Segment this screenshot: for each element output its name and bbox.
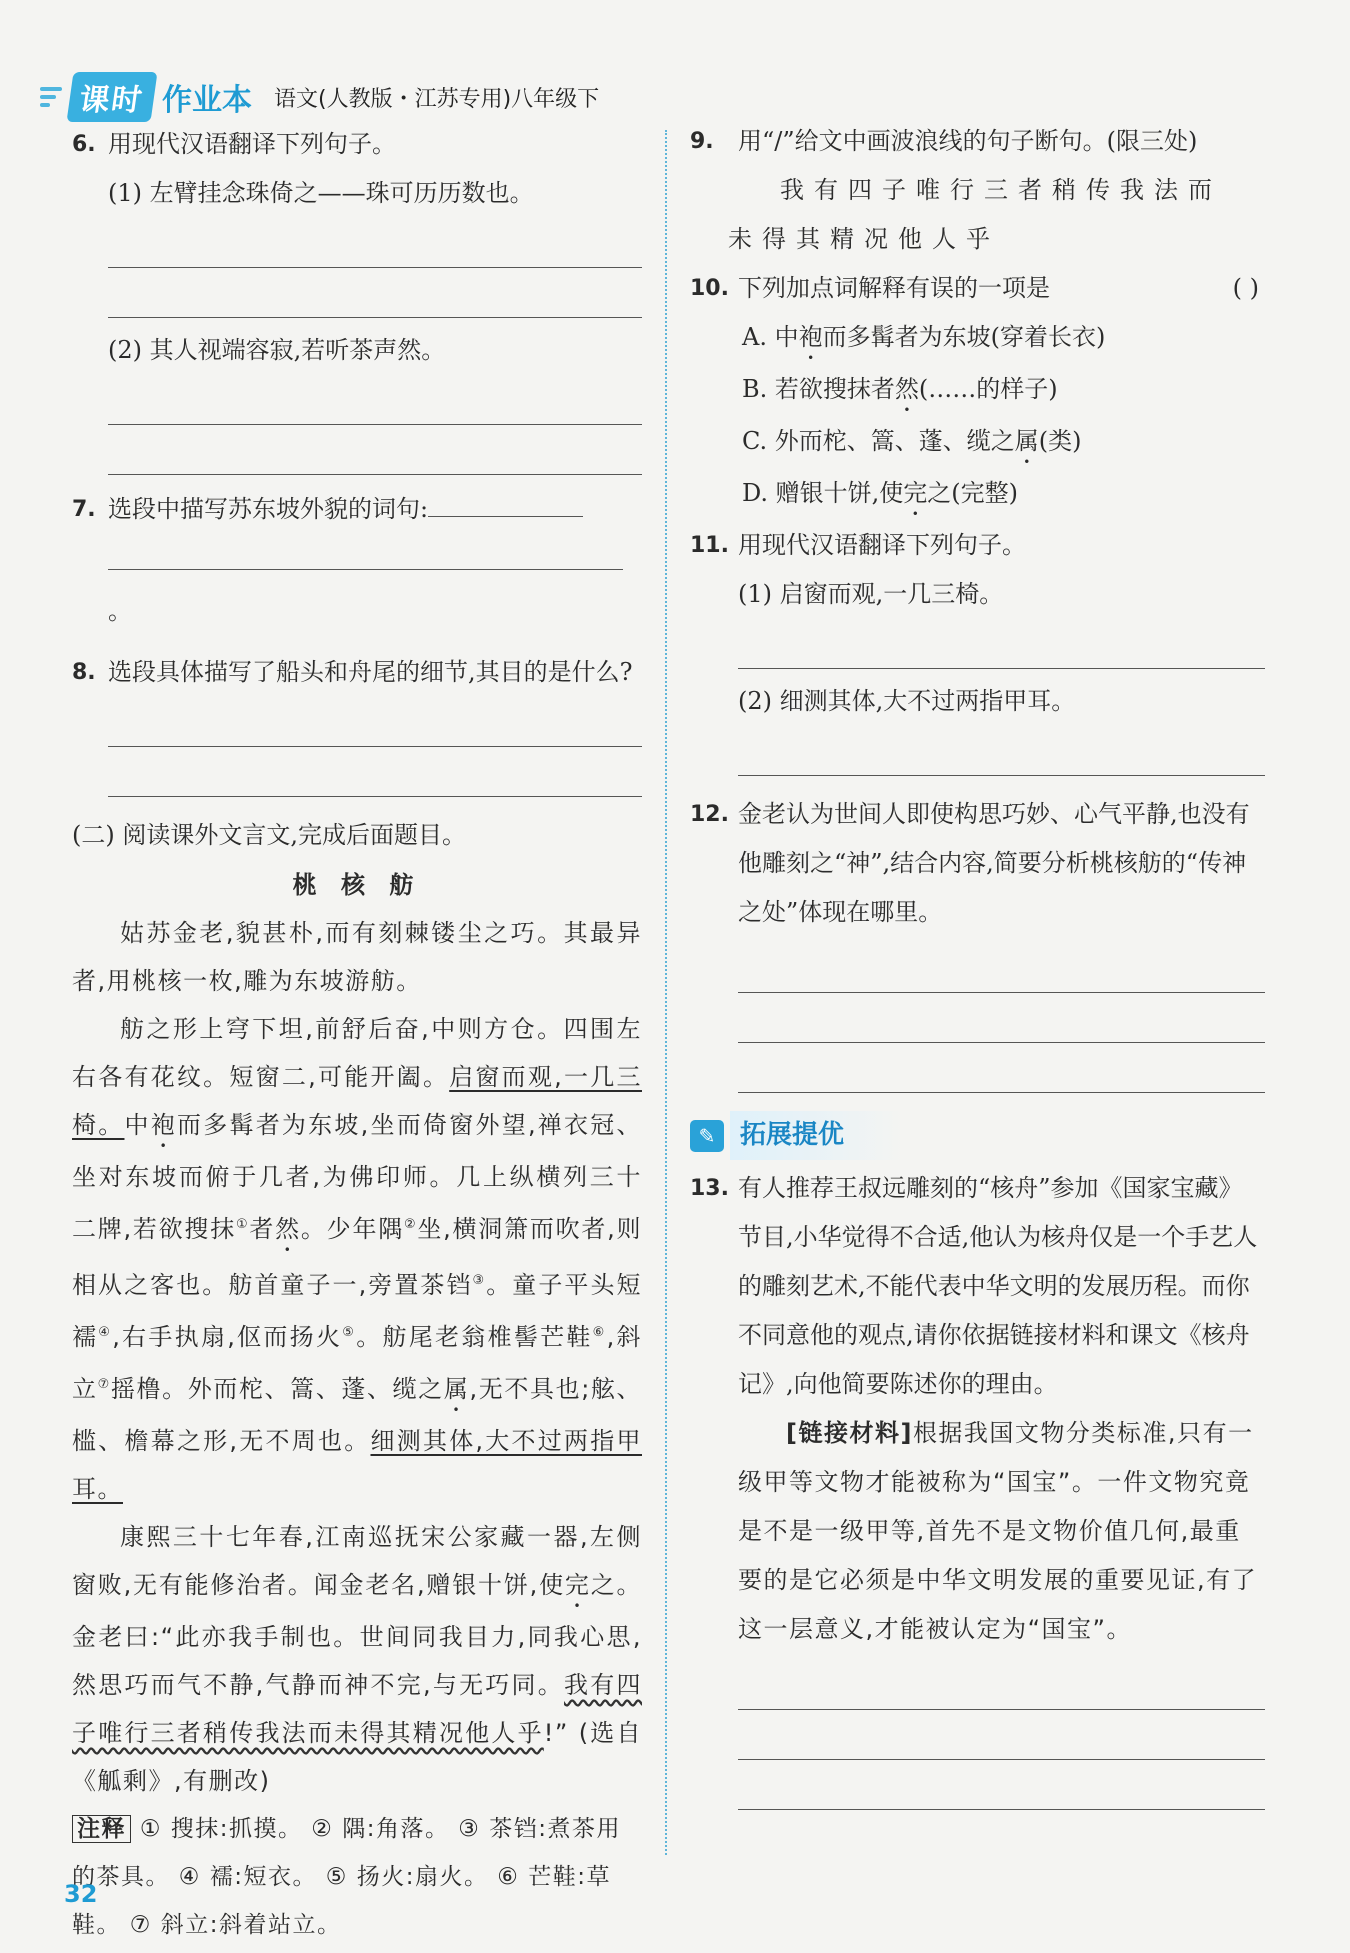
answer-bracket[interactable]: ( ) xyxy=(1232,274,1259,302)
question-6 xyxy=(72,120,642,169)
answer-line[interactable] xyxy=(428,516,583,517)
question-text: 下列加点词解释有误的一项是 xyxy=(738,274,1050,302)
question-text: 用现代汉语翻译下列句子。 xyxy=(738,531,1026,559)
answer-line[interactable] xyxy=(738,943,1265,993)
period: 。 xyxy=(108,597,132,625)
column-divider xyxy=(665,130,667,1855)
q6-sentence-2: (2) 其人视端容寂,若听茶声然。 xyxy=(108,336,446,364)
answer-line[interactable] xyxy=(108,425,642,475)
logo-bars xyxy=(40,87,62,107)
question-10 xyxy=(690,264,1265,313)
question-text: 选段中描写苏东坡外貌的词句: xyxy=(108,495,429,523)
option-b[interactable] xyxy=(690,365,1265,417)
underlined-sentence-1: 启窗而观,一几三椅。 xyxy=(72,1063,642,1139)
paragraph-1: 姑苏金老,貌甚朴,而有刻棘镂尘之巧。其最异者,用桃核一枚,雕为东坡游舫。 xyxy=(72,919,642,995)
section-heading: (二) 阅读课外文言文,完成后面题目。 xyxy=(72,821,466,849)
text-run: 者 xyxy=(249,1215,276,1243)
answer-line[interactable] xyxy=(108,697,642,747)
question-text: 有人推荐王叔远雕刻的“核舟”参加《国家宝藏》节目,小华觉得不合适,他认为核舟仅是一个手艺人的雕刻艺术,不能代表中华文明的发展历程。而你不同意他的观点,请你依据链接材料和课文《核舟记》,向他简要陈述你的理由。 xyxy=(738,1174,1258,1398)
note-mark: ⑥ xyxy=(592,1325,607,1340)
question-number: 10. xyxy=(690,276,729,301)
option-text: D. 赠银十饼,使 xyxy=(742,479,904,507)
linked-material-label: [链接材料] xyxy=(786,1419,913,1447)
text-run: 摇橹。外而柁、篙、蓬、缆之 xyxy=(110,1375,444,1403)
text-run: 。童子平头短襦 xyxy=(72,1271,643,1351)
source-citation: (选自《觚剩》,有删改) xyxy=(72,1719,642,1795)
answer-line[interactable] xyxy=(738,1660,1265,1710)
passage-title: 桃 核 舫 xyxy=(292,870,422,899)
q11-sentence-2: (2) 细测其体,大不过两指甲耳。 xyxy=(738,687,1076,715)
question-text: 金老认为世间人即使构思巧妙、心气平静,也没有他雕刻之“神”,结合内容,简要分析桃核舫的“传神之处”体现在哪里。 xyxy=(738,800,1250,926)
note-mark: ① xyxy=(235,1217,250,1232)
option-text: 之(完整) xyxy=(927,479,1019,507)
notes-text: ① 搜抹:抓摸。 ② 隅:角落。 ③ 茶铛:煮茶用的茶具。 ④ 襦:短衣。 ⑤ 扬火:扇火。 ⑥ 芒鞋:草鞋。 ⑦ 斜立:斜着站立。 xyxy=(72,1816,621,1938)
text-run: ,斜立 xyxy=(72,1323,643,1403)
notes-label: 注释 xyxy=(72,1815,131,1843)
option-c[interactable] xyxy=(690,417,1265,469)
text-run: ,无不具也;舷、槛、檐幕之形,无不周也。 xyxy=(72,1375,643,1455)
option-d[interactable] xyxy=(690,469,1265,521)
dotted-word: 袍 xyxy=(150,1111,177,1139)
dotted-word: 然 xyxy=(275,1215,301,1243)
wavy-sentence: 我有四子唯行三者稍传我法而未得其精况他人乎 xyxy=(72,1671,642,1747)
answer-line[interactable] xyxy=(108,268,642,318)
annotations xyxy=(72,1805,642,1949)
option-text: (类) xyxy=(1038,427,1082,455)
text-run: 而多髯者为东坡,坐而倚窗外望,禅衣冠、坐对东坡而俯于几者,为佛印师。几上纵横列三十二牌,若欲搜抹 xyxy=(72,1111,643,1243)
question-8 xyxy=(72,648,642,697)
note-mark: ⑦ xyxy=(97,1377,111,1392)
question-11 xyxy=(690,521,1265,570)
option-text: A. 中 xyxy=(742,323,799,351)
dotted-word: 袍 xyxy=(798,323,823,351)
text-run: 。少年隅 xyxy=(300,1215,404,1243)
answer-line[interactable] xyxy=(108,218,642,268)
underlined-sentence-2: 细测其体,大不过两指甲耳。 xyxy=(72,1427,642,1503)
question-13 xyxy=(690,1164,1265,1409)
text-run: !” xyxy=(543,1719,569,1747)
answer-line[interactable] xyxy=(108,747,642,797)
q11-sentence-1: (1) 启窗而观,一几三椅。 xyxy=(738,580,1004,608)
q9-line-1: 我有四子唯行三者稍传我法而 xyxy=(780,176,1222,204)
dotted-word: 然 xyxy=(894,375,919,403)
option-text: 而多髯者为东坡(穿着长衣) xyxy=(822,323,1106,351)
paragraph-3 xyxy=(72,1513,642,1805)
question-7 xyxy=(72,485,642,534)
question-12 xyxy=(690,790,1265,937)
text-run: 中 xyxy=(124,1111,151,1139)
answer-line[interactable] xyxy=(738,993,1265,1043)
answer-line[interactable] xyxy=(738,726,1265,776)
classical-passage xyxy=(72,909,642,1805)
text-run: 坐,横洞箫而吹者,则相从之客也。舫首童子一,旁置茶铛 xyxy=(72,1215,643,1299)
logo: 课时 xyxy=(66,72,157,122)
text-run: 舫之形上穹下坦,前舒后奋,中则方仓。四围左右各有花纹。短窗二,可能开阖。 xyxy=(72,1015,642,1091)
question-text: 选段具体描写了船头和舟尾的细节,其目的是什么? xyxy=(108,658,633,686)
note-mark: ④ xyxy=(98,1325,113,1340)
subject-label: 语文(人教版・江苏专用)八年级下 xyxy=(274,86,600,112)
right-column xyxy=(690,117,1265,1810)
left-column xyxy=(72,120,642,1949)
page-header xyxy=(40,70,599,124)
dotted-word: 属 xyxy=(1014,427,1039,455)
linked-material xyxy=(690,1409,1265,1654)
q7-answer-row xyxy=(72,538,642,636)
dotted-word: 完 xyxy=(564,1571,591,1599)
answer-line[interactable] xyxy=(108,569,623,570)
text-run: 之。金老曰:“此亦我手制也。世间同我目力,同我心思,然思巧而气不静,气静而神不完,与无巧同。 xyxy=(72,1571,643,1699)
answer-line[interactable] xyxy=(738,1710,1265,1760)
answer-line[interactable] xyxy=(738,1760,1265,1810)
option-text: (……的样子) xyxy=(918,375,1058,403)
question-number: 9. xyxy=(690,129,714,154)
question-number: 12. xyxy=(690,802,729,827)
dotted-word: 属 xyxy=(443,1375,470,1403)
page-number: 32 xyxy=(64,1880,98,1908)
note-mark: ③ xyxy=(472,1273,487,1288)
answer-line[interactable] xyxy=(738,619,1265,669)
note-mark: ⑤ xyxy=(342,1325,357,1340)
paragraph-2 xyxy=(72,1005,642,1513)
text-run: ,右手执扇,伛而扬火 xyxy=(112,1323,343,1351)
option-text: C. 外而柁、篙、蓬、缆之 xyxy=(742,427,1015,455)
q6-sentence-1: (1) 左臂挂念珠倚之——珠可历历数也。 xyxy=(108,179,534,207)
option-text: B. 若欲搜抹者 xyxy=(742,375,895,403)
note-mark: ② xyxy=(403,1217,418,1232)
question-text: 用现代汉语翻译下列句子。 xyxy=(108,130,396,158)
answer-line[interactable] xyxy=(108,375,642,425)
extension-label: 拓展提优 xyxy=(730,1111,904,1160)
question-9 xyxy=(690,117,1265,166)
linked-material-text: 根据我国文物分类标准,只有一级甲等文物才能被称为“国宝”。一件文物究竟是不是一级甲等,首先不是文物价值几何,最重要的是它必须是中华文明发展的重要见证,有了这一层意义,才能被认定为“国宝”。 xyxy=(738,1419,1258,1643)
question-number: 11. xyxy=(690,533,729,558)
option-a[interactable] xyxy=(690,313,1265,365)
question-number: 6. xyxy=(72,132,96,157)
text-run: 康熙三十七年春,江南巡抚宋公家藏一器,左侧窗败,无有能修治者。闻金老名,赠银十饼,使 xyxy=(72,1523,642,1599)
dotted-word: 完 xyxy=(903,479,928,507)
brand-name: 作业本 xyxy=(162,83,252,118)
question-text: 用“/”给文中画波浪线的句子断句。(限三处) xyxy=(738,127,1198,155)
text-run: 。舫尾老翁椎髻芒鞋 xyxy=(356,1323,593,1351)
q9-line-2: 未得其精况他人乎 xyxy=(728,225,1000,253)
answer-line[interactable] xyxy=(738,1043,1265,1093)
question-number: 8. xyxy=(72,660,96,685)
question-number: 7. xyxy=(72,497,96,522)
extension-header xyxy=(690,1111,1265,1160)
question-number: 13. xyxy=(690,1176,729,1201)
pencil-icon: ✎ xyxy=(690,1120,724,1152)
